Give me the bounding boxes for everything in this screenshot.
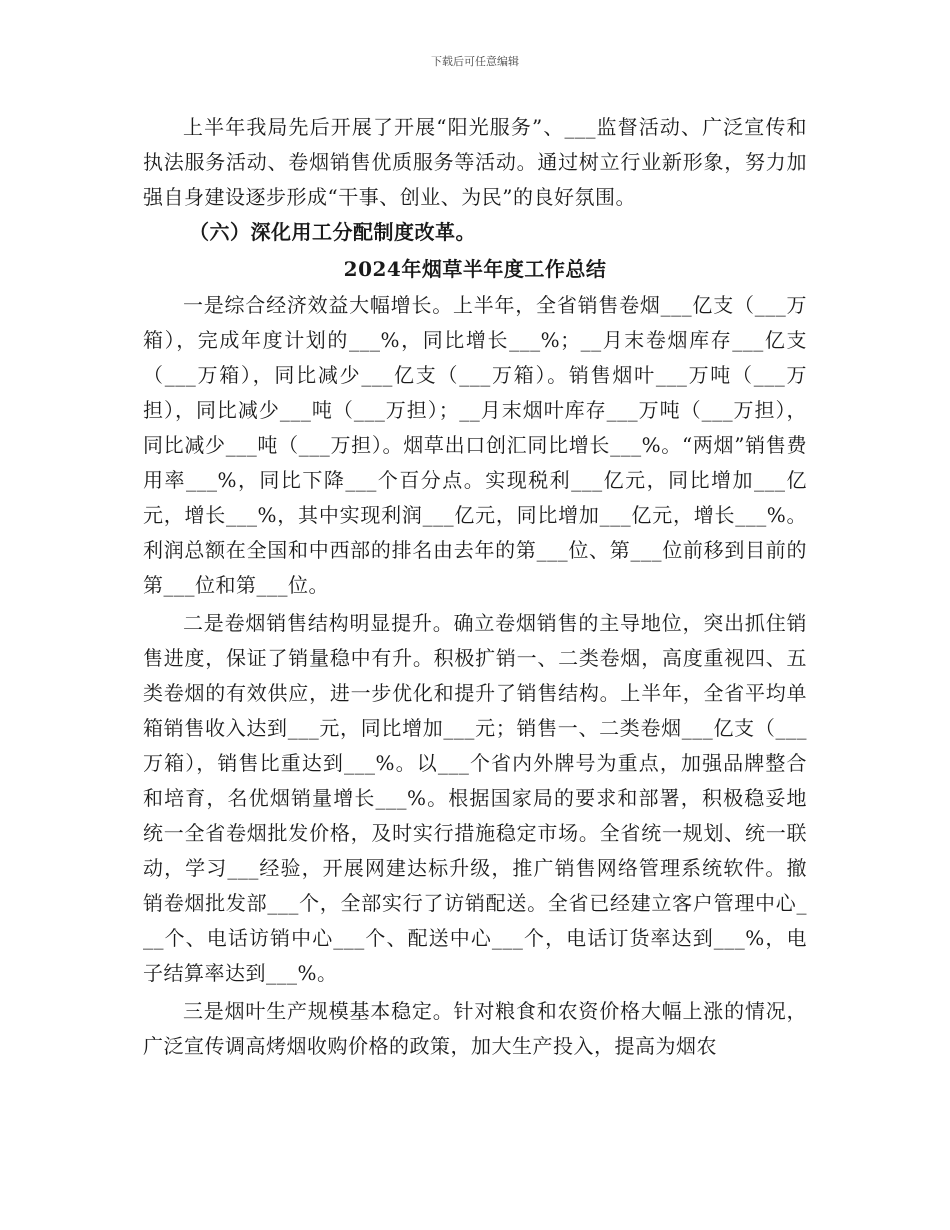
- paragraph-leaf-production: 三是烟叶生产规模基本稳定。针对粮食和农资价格大幅上涨的情况，广泛宣传调高烤烟收购价格的政策，加大生产投入，提高为烟农: [143, 999, 807, 1058]
- document-body: [143, 110, 807, 1064]
- paragraph-intro: 上半年我局先后开展了开展“阳光服务”、___监督活动、广泛宣传和执法服务活动、卷烟销售优质服务等活动。通过树立行业新形象，努力加强自身建设逐步形成“干事、创业、为民”的良好氛围。: [143, 115, 807, 209]
- section-heading-six: （六）深化用工分配制度改革。: [189, 220, 476, 244]
- document-title: 2024年烟草半年度工作总结: [343, 257, 607, 281]
- paragraph-economic-benefits: 一是综合经济效益大幅增长。上半年，全省销售卷烟___亿支（___万箱），完成年度计划的___%，同比增长___%；__月末卷烟库存___亿支（___万箱），同比减少___亿支（___万箱）。销售烟叶___万吨（___万担），同比减少___吨（___万担）；__月末烟叶库存___万吨（___万担），同比减少___吨（___万担）。烟草出口创汇同比增长___%。“两烟”销售费用率___%，同比下降___个百分点。实现税利___亿元，同比增加___亿元，增长___%，其中实现利润___亿元，同比增加___亿元，增长___%。利润总额在全国和中西部的排名由去年的第___位、第___位前移到目前的第___位和第___位。: [143, 293, 807, 597]
- paragraph-sales-structure: 二是卷烟销售结构明显提升。确立卷烟销售的主导地位，突出抓住销售进度，保证了销量稳中有升。积极扩销一、二类卷烟，高度重视四、五类卷烟的有效供应，进一步优化和提升了销售结构。上半年，全省平均单箱销售收入达到___元，同比增加___元；销售一、二类卷烟___亿支（___万箱），销售比重达到___%。以___个省内外牌号为重点，加强品牌整合和培育，名优烟销量增长___%。根据国家局的要求和部署，积极稳妥地统一全省卷烟批发价格，及时实行措施稳定市场。全省统一规划、统一联动，学习___经验，开展网建达标升级，推广销售网络管理系统软件。撤销卷烟批发部___个，全部实行了访销配送。全省已经建立客户管理中心___个、电话访销中心___个、配送中心___个，电话订货率达到___%，电子结算率达到___%。: [143, 611, 807, 985]
- page-header: 下载后可任意编辑: [431, 55, 519, 68]
